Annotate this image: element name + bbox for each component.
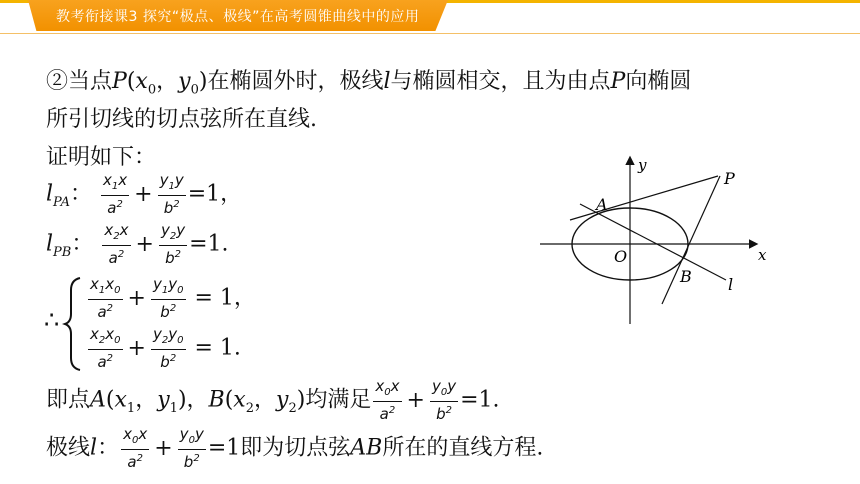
fraction: $\frac{y_0y}{b^2}$ bbox=[179, 425, 204, 471]
tangent-PA bbox=[570, 176, 718, 220]
text-segment: 极线 bbox=[46, 435, 91, 461]
therefore-symbol: ∴ bbox=[44, 306, 60, 334]
header-banner bbox=[0, 0, 860, 36]
text-segment: 均满足 bbox=[305, 387, 372, 413]
statement-line-1: ②当点$P(x_0$，$y_0$)在椭圆外时，极线l与椭圆相交，且为由点P向椭圆 bbox=[46, 69, 692, 98]
fraction: $\frac{y_1y_0}{b^2}$ bbox=[152, 275, 184, 321]
polar-line-l bbox=[580, 204, 726, 280]
fraction: $\frac{x_0x}{a^2}$ bbox=[123, 425, 148, 471]
text-segment: ： bbox=[97, 435, 120, 461]
text-segment: ②当点 bbox=[46, 69, 113, 94]
point-P: P bbox=[112, 69, 127, 94]
chord-AB: AB bbox=[350, 435, 383, 461]
system-equation-1: $\frac{x_1x_0}{a^2}$ + $\frac{y_1y_0}{b^2}$ = 1， bbox=[90, 275, 256, 321]
fraction: $\frac{x_0x}{a^2}$ bbox=[375, 377, 400, 423]
equation-lPB: $l_{PB}$： $\frac{x_2x}{a^2}$ + $\frac{y_2y}{b^2}$ =1. bbox=[46, 221, 229, 267]
polar-l: l bbox=[383, 69, 391, 94]
fraction: $\frac{y_2y}{b^2}$ bbox=[160, 221, 186, 267]
header-title: 教考衔接课3 探究“极点、极线”在高考圆锥曲线中的应用 bbox=[56, 9, 420, 25]
statement-line-2: 所引切线的切点弦所在直线. bbox=[46, 107, 317, 132]
equation-rhs: = 1， bbox=[194, 285, 256, 311]
polar-l: l bbox=[90, 435, 98, 461]
fraction: $\frac{y_1y}{b^2}$ bbox=[159, 171, 184, 217]
label-y: y bbox=[638, 156, 647, 174]
fraction: $\frac{x_1x}{a^2}$ bbox=[103, 171, 128, 217]
proof-intro: 证明如下： bbox=[46, 145, 157, 170]
equation-rhs: = 1. bbox=[194, 335, 241, 361]
label-x: x bbox=[758, 246, 767, 264]
ellipse-diagram bbox=[530, 148, 770, 328]
label-O: O bbox=[614, 247, 628, 266]
subscript-PA: PA bbox=[53, 194, 70, 210]
fraction: $\frac{x_1x_0}{a^2}$ bbox=[90, 275, 121, 321]
text-segment: 与椭圆相交，且为由点 bbox=[390, 69, 611, 94]
equation-rhs: =1， bbox=[187, 181, 243, 207]
text-segment: 所在的直线方程. bbox=[382, 435, 544, 461]
label-B: B bbox=[680, 267, 692, 286]
text-segment: =1即为切点弦 bbox=[207, 435, 351, 461]
equation-rhs: =1. bbox=[460, 387, 500, 413]
point-P: P bbox=[610, 69, 626, 94]
fraction: $\frac{x_2x_0}{a^2}$ bbox=[90, 325, 121, 371]
fraction: $\frac{y_2y_0}{b^2}$ bbox=[152, 325, 184, 371]
equation-rhs: =1. bbox=[189, 231, 229, 257]
fraction: $\frac{x_2x}{a^2}$ bbox=[104, 221, 129, 267]
text-segment: 在椭圆外时，极线 bbox=[207, 69, 384, 94]
subscript-PB: PB bbox=[53, 244, 72, 260]
label-l: l bbox=[728, 275, 734, 294]
equation-lPA: $l_{PA}$： $\frac{x_1x}{a^2}$ + $\frac{y_1y}{b^2}$ =1， bbox=[46, 171, 243, 217]
left-brace bbox=[62, 276, 84, 372]
conclusion-line: 极线l： $\frac{x_0x}{a^2}$ + $\frac{y_0y}{b^2}$ =1即为切点弦AB所在的直线方程. bbox=[46, 425, 544, 471]
points-satisfy-line: 即点$A(x_1$，$y_1$)，$B(x_2$，$y_2$)均满足 $\frac{x_0x}{a^2}$ + $\frac{y_0y}{b^2}$ =1. bbox=[46, 377, 500, 423]
label-P: P bbox=[724, 169, 735, 188]
text-segment: 向椭圆 bbox=[625, 69, 692, 94]
system-equation-2: $\frac{x_2x_0}{a^2}$ + $\frac{y_2y_0}{b^2}$ = 1. bbox=[90, 325, 241, 371]
label-A: A bbox=[596, 195, 608, 214]
header-rule bbox=[0, 33, 860, 34]
fraction: $\frac{y_0y}{b^2}$ bbox=[431, 377, 457, 423]
text-segment: 即点 bbox=[46, 387, 91, 413]
